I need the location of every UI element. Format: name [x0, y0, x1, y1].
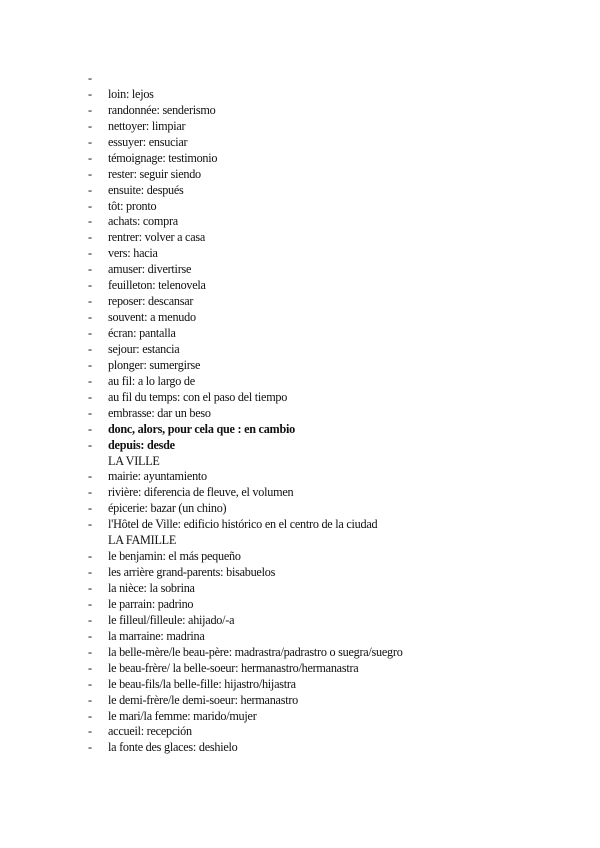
list-item-text: loin: lejos [108, 86, 154, 101]
bullet-dash: - [88, 644, 92, 659]
list-item-text: le filleul/filleule: ahijado/-a [108, 612, 235, 627]
bullet-dash: - [88, 150, 92, 165]
list-item [88, 230, 568, 246]
list-item [88, 565, 568, 581]
bullet-dash: - [88, 565, 92, 580]
list-item-text: depuis: desde [108, 437, 175, 452]
bullet-dash: - [88, 166, 92, 181]
bullet-dash: - [88, 501, 92, 516]
list-item-text: au fil: a lo largo de [108, 373, 195, 388]
bullet-dash: - [88, 71, 92, 85]
bullet-dash: - [88, 549, 92, 564]
bullet-dash: - [88, 357, 92, 372]
list-item [88, 645, 568, 661]
list-item [88, 597, 568, 613]
bullet-dash: - [88, 469, 92, 484]
list-item [88, 246, 568, 262]
bullet-dash: - [88, 660, 92, 675]
bullet-dash: - [88, 118, 92, 133]
section-heading-text: LA VILLE [108, 453, 160, 468]
list-item [88, 103, 568, 119]
list-item-text: le mari/la femme: marido/mujer [108, 708, 257, 723]
list-item [88, 438, 568, 454]
bullet-dash: - [88, 708, 92, 723]
list-item [88, 629, 568, 645]
list-item-text: le parrain: padrino [108, 596, 194, 611]
list-item-text: essuyer: ensuciar [108, 134, 188, 149]
list-item [88, 278, 568, 294]
list-item-text: écran: pantalla [108, 326, 176, 340]
list-item-text: la fonte des glaces: deshielo [108, 740, 238, 755]
list-item [88, 724, 568, 740]
list-item-text: vers: hacia [108, 246, 158, 261]
list-item-text: nettoyer: limpiar [108, 118, 186, 133]
list-item-text: feuilleton: telenovela [108, 278, 206, 293]
list-item [88, 390, 568, 406]
bullet-dash: - [88, 262, 92, 277]
list-item [88, 469, 568, 485]
list-item [88, 151, 568, 167]
list-item-text: le beau-frère/ la belle-soeur: hermanastro/hermanastra [108, 660, 359, 675]
vocabulary-list [88, 71, 568, 756]
list-item [88, 740, 568, 756]
bullet-dash: - [88, 612, 92, 627]
list-item-text: accueil: recepción [108, 724, 192, 739]
bullet-dash: - [88, 341, 92, 356]
list-item-text: randonnée: senderismo [108, 102, 216, 117]
list-item-text: la marraine: madrina [108, 628, 205, 643]
bullet-dash: - [88, 198, 92, 213]
bullet-dash: - [88, 724, 92, 739]
bullet-dash: - [88, 405, 92, 420]
list-item [88, 693, 568, 709]
list-item-text: rivière: diferencia de fleuve, el volumen [108, 485, 294, 500]
list-item [88, 87, 568, 103]
bullet-dash: - [88, 692, 92, 707]
list-item-text: rester: seguir siendo [108, 166, 201, 181]
list-item [88, 119, 568, 135]
list-item [88, 358, 568, 374]
list-item-text: plonger: sumergirse [108, 357, 201, 372]
section-heading [88, 454, 568, 470]
list-item [88, 374, 568, 390]
list-item [88, 485, 568, 501]
list-item [88, 613, 568, 629]
bullet-dash: - [88, 278, 92, 293]
list-item-text: sejour: estancia [108, 341, 180, 356]
list-item [88, 214, 568, 230]
list-item-text: ensuite: después [108, 182, 184, 197]
list-item [88, 135, 568, 151]
list-item [88, 501, 568, 517]
bullet-dash: - [88, 310, 92, 325]
list-item [88, 581, 568, 597]
list-item [88, 71, 568, 87]
section-heading-text: LA FAMILLE [108, 533, 177, 548]
list-item [88, 517, 568, 533]
bullet-dash: - [88, 628, 92, 643]
list-item-text: donc, alors, pour cela que : en cambio [108, 421, 295, 436]
bullet-dash: - [88, 485, 92, 500]
bullet-dash: - [88, 326, 92, 340]
list-item [88, 167, 568, 183]
list-item-text: témoignage: testimonio [108, 150, 218, 165]
bullet-dash: - [88, 676, 92, 691]
bullet-dash: - [88, 517, 92, 532]
bullet-dash: - [88, 102, 92, 117]
list-item-text: reposer: descansar [108, 294, 194, 309]
bullet-dash: - [88, 581, 92, 595]
bullet-dash: - [88, 421, 92, 436]
list-item-text: embrasse: dar un beso [108, 405, 211, 420]
list-item [88, 677, 568, 693]
bullet-dash: - [88, 740, 92, 755]
list-item-text: amuser: divertirse [108, 262, 192, 277]
bullet-dash: - [88, 246, 92, 261]
list-item-text: la nièce: la sobrina [108, 581, 195, 595]
list-item [88, 549, 568, 565]
list-item-text: achats: compra [108, 214, 178, 229]
list-item-text: souvent: a menudo [108, 310, 196, 325]
list-item [88, 310, 568, 326]
list-item-text: mairie: ayuntamiento [108, 469, 207, 484]
list-item [88, 183, 568, 199]
list-item-text: le benjamin: el más pequeño [108, 549, 241, 564]
list-item-text: rentrer: volver a casa [108, 230, 206, 245]
list-item [88, 199, 568, 215]
list-item [88, 294, 568, 310]
bullet-dash: - [88, 230, 92, 245]
list-item-text: l'Hôtel de Ville: edificio histórico en el centro de la ciudad [108, 517, 378, 532]
list-item-text: la belle-mère/le beau-père: madrastra/padrastro o suegra/suegro [108, 644, 403, 659]
bullet-dash: - [88, 389, 92, 404]
list-item [88, 342, 568, 358]
list-item [88, 661, 568, 677]
bullet-dash: - [88, 134, 92, 149]
bullet-dash: - [88, 596, 92, 611]
bullet-dash: - [88, 437, 92, 452]
bullet-dash: - [88, 86, 92, 101]
list-item-text: les arrière grand-parents: bisabuelos [108, 565, 276, 580]
list-item [88, 326, 568, 342]
list-item-text: le beau-fils/la belle-fille: hijastro/hijastra [108, 676, 296, 691]
list-item-text: le demi-frère/le demi-soeur: hermanastro [108, 692, 298, 707]
list-item [88, 709, 568, 725]
section-heading [88, 533, 568, 549]
list-item [88, 262, 568, 278]
list-item-text: épicerie: bazar (un chino) [108, 501, 227, 516]
list-item [88, 422, 568, 438]
list-item-text: tôt: pronto [108, 198, 157, 213]
bullet-dash: - [88, 214, 92, 229]
bullet-dash: - [88, 294, 92, 309]
list-item-text: au fil du temps: con el paso del tiempo [108, 389, 288, 404]
bullet-dash: - [88, 182, 92, 197]
list-item [88, 406, 568, 422]
bullet-dash: - [88, 373, 92, 388]
